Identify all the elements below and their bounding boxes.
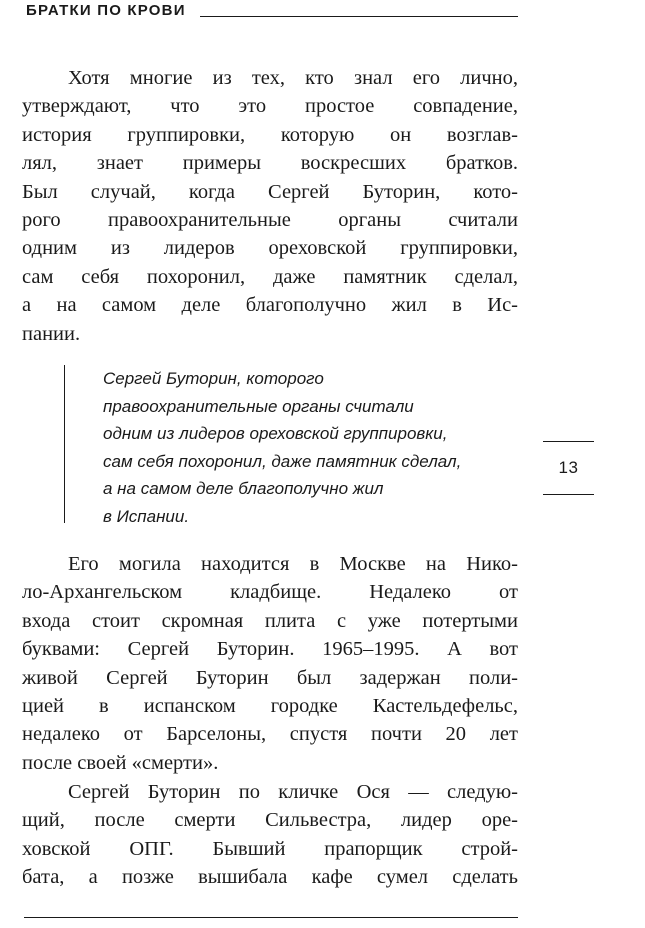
text-line: а на самом деле благополучно жил в Ис-: [22, 294, 518, 317]
text-line: сам себя похоронил, даже памятник сделал,: [22, 265, 518, 288]
text-line: буквами: Сергей Буторин. 1965–1995. А вот: [22, 638, 518, 661]
paragraph-2: [22, 550, 518, 777]
text-line: лял, знает примеры воскресших братков.: [22, 152, 518, 175]
text-line: пании.: [22, 322, 81, 345]
paragraph-1: [22, 64, 518, 348]
running-head-title: БРАТКИ ПО КРОВИ: [26, 2, 186, 19]
text-line: история группировки, которую он возглав-: [22, 123, 518, 146]
text-line: цией в испанском городке Кастельдефельс,: [22, 695, 518, 718]
page-number: 13: [543, 441, 594, 495]
pull-quote-line: в Испании.: [103, 506, 190, 526]
pull-quote-line: сам себя похоронил, даже памятник сделал,: [103, 451, 462, 471]
text-line: бата, а позже вышибала кафе сумел сделать: [22, 866, 518, 889]
text-line: ло-Архангельском кладбище. Недалеко от: [22, 581, 518, 604]
pull-quote-line: одним из лидеров ореховской группировки,: [103, 424, 448, 443]
text-line: одним из лидеров ореховской группировки,: [22, 237, 518, 260]
text-line: Его могила находится в Москве на Нико-: [68, 553, 518, 575]
pull-quote-line: Сергей Буторин, которого: [103, 369, 324, 388]
pull-quote-line: правоохранительные органы считали: [103, 396, 414, 416]
text-line: входа стоит скромная плита с уже потертыми: [22, 609, 518, 632]
text-line: Сергей Буторин по кличке Ося — следую-: [68, 781, 518, 803]
text-line: щий, после смерти Сильвестра, лидер оре-: [22, 809, 518, 832]
text-line: Хотя многие из тех, кто знал его лично,: [68, 67, 518, 89]
text-line: рого правоохранительные органы считали: [22, 209, 518, 232]
text-line: утверждают, что это простое совпадение,: [22, 95, 518, 118]
footer-rule: [24, 917, 518, 918]
header-rule: [200, 16, 518, 17]
pull-quote-line: а на самом деле благополучно жил: [103, 479, 384, 498]
text-line: ховской ОПГ. Бывший прапорщик строй-: [22, 837, 518, 860]
pull-quote: [64, 365, 523, 526]
text-line: Был случай, когда Сергей Буторин, кото-: [22, 180, 518, 203]
text-line: живой Сергей Буторин был задержан поли-: [22, 666, 518, 689]
paragraph-3: [22, 778, 518, 892]
text-line: после своей «смерти».: [22, 751, 219, 774]
text-line: недалеко от Барселоны, спустя почти 20 лет: [22, 723, 518, 746]
